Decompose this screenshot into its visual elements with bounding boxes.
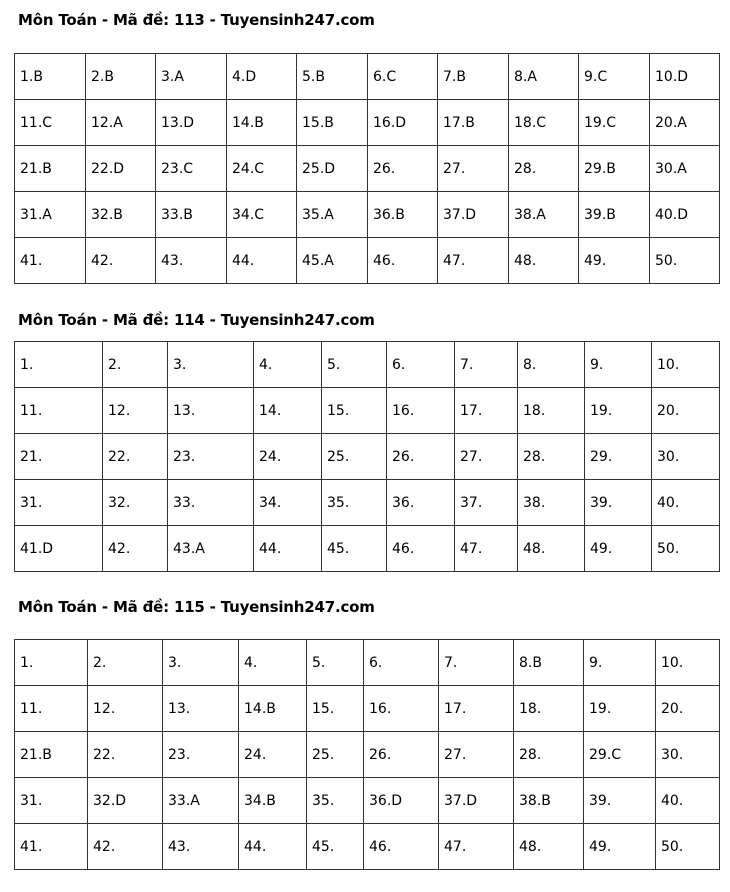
answer-cell: 46.: [364, 824, 439, 870]
answer-cell: 50.: [650, 238, 720, 284]
answer-cell: 31.: [15, 480, 103, 526]
answer-cell: 37.D: [438, 192, 509, 238]
answer-cell: 16.: [364, 686, 439, 732]
answer-cell: 45.: [322, 526, 387, 572]
answer-cell: 32.D: [88, 778, 163, 824]
answer-cell: 4.: [239, 640, 307, 686]
answer-cell: 23.: [168, 434, 254, 480]
answer-cell: 42.: [103, 526, 168, 572]
answer-cell: 48.: [509, 238, 579, 284]
answer-cell: 19.C: [579, 100, 650, 146]
answer-cell: 21.B: [15, 732, 88, 778]
answer-cell: 45.: [307, 824, 364, 870]
answer-cell: 37.: [455, 480, 518, 526]
answer-cell: 9.: [584, 640, 656, 686]
answer-cell: 24.C: [227, 146, 297, 192]
answer-cell: 18.: [514, 686, 584, 732]
answer-cell: 25.: [307, 732, 364, 778]
answer-cell: 41.: [15, 824, 88, 870]
answer-cell: 49.: [579, 238, 650, 284]
answer-cell: 36.: [387, 480, 455, 526]
answer-cell: 6.: [387, 342, 455, 388]
answer-cell: 48.: [514, 824, 584, 870]
answer-cell: 25.D: [297, 146, 368, 192]
answer-cell: 24.: [239, 732, 307, 778]
answer-cell: 2.B: [86, 54, 156, 100]
answer-cell: 47.: [455, 526, 518, 572]
answer-cell: 48.: [518, 526, 585, 572]
answer-cell: 41.: [15, 238, 86, 284]
answer-cell: 25.: [322, 434, 387, 480]
answer-cell: 16.D: [368, 100, 438, 146]
answer-cell: 31.: [15, 778, 88, 824]
answer-cell: 39.: [585, 480, 652, 526]
answer-cell: 14.: [254, 388, 322, 434]
answer-cell: 9.: [585, 342, 652, 388]
answer-cell: 19.: [585, 388, 652, 434]
answer-cell: 46.: [387, 526, 455, 572]
answer-cell: 40.: [656, 778, 720, 824]
answer-cell: 39.B: [579, 192, 650, 238]
answer-cell: 30.: [656, 732, 720, 778]
answer-cell: 22.D: [86, 146, 156, 192]
answer-row: [15, 238, 720, 284]
answer-cell: 28.: [509, 146, 579, 192]
answer-cell: 15.B: [297, 100, 368, 146]
answer-cell: 7.B: [438, 54, 509, 100]
answer-cell: 43.: [156, 238, 227, 284]
answer-cell: 20.: [652, 388, 720, 434]
answer-cell: 11.: [15, 686, 88, 732]
answer-cell: 2.: [88, 640, 163, 686]
answer-cell: 27.: [455, 434, 518, 480]
answer-row: [15, 342, 720, 388]
answer-cell: 6.C: [368, 54, 438, 100]
answer-cell: 43.: [163, 824, 239, 870]
answer-row: [15, 146, 720, 192]
answer-cell: 5.B: [297, 54, 368, 100]
answer-cell: 7.: [455, 342, 518, 388]
answer-cell: 38.B: [514, 778, 584, 824]
answer-cell: 41.D: [15, 526, 103, 572]
exam-113-answer-table: [14, 53, 720, 284]
answer-cell: 6.: [364, 640, 439, 686]
answer-cell: 17.: [455, 388, 518, 434]
answer-cell: 12.: [88, 686, 163, 732]
answer-cell: 21.: [15, 434, 103, 480]
answer-cell: 47.: [438, 238, 509, 284]
answer-cell: 49.: [584, 824, 656, 870]
answer-cell: 4.: [254, 342, 322, 388]
answer-cell: 8.A: [509, 54, 579, 100]
answer-cell: 13.: [163, 686, 239, 732]
answer-cell: 17.B: [438, 100, 509, 146]
answer-cell: 34.C: [227, 192, 297, 238]
answer-cell: 26.: [387, 434, 455, 480]
answer-row: [15, 100, 720, 146]
answer-cell: 2.: [103, 342, 168, 388]
answer-cell: 37.D: [439, 778, 514, 824]
answer-cell: 40.D: [650, 192, 720, 238]
answer-cell: 22.: [103, 434, 168, 480]
answer-cell: 5.: [307, 640, 364, 686]
answer-cell: 30.: [652, 434, 720, 480]
answer-cell: 28.: [518, 434, 585, 480]
exam-114-answer-table: [14, 341, 720, 572]
answer-row: [15, 732, 720, 778]
answer-cell: 26.: [368, 146, 438, 192]
answer-row: [15, 778, 720, 824]
answer-cell: 50.: [656, 824, 720, 870]
answer-cell: 20.A: [650, 100, 720, 146]
answer-cell: 38.A: [509, 192, 579, 238]
answer-cell: 39.: [584, 778, 656, 824]
answer-row: [15, 434, 720, 480]
answer-cell: 34.B: [239, 778, 307, 824]
answer-cell: 18.: [518, 388, 585, 434]
answer-row: [15, 192, 720, 238]
answer-cell: 30.A: [650, 146, 720, 192]
answer-cell: 27.: [438, 146, 509, 192]
answer-cell: 38.: [518, 480, 585, 526]
answer-cell: 12.A: [86, 100, 156, 146]
answer-row: [15, 640, 720, 686]
answer-cell: 33.A: [163, 778, 239, 824]
answer-cell: 32.B: [86, 192, 156, 238]
answer-cell: 44.: [239, 824, 307, 870]
answer-cell: 33.B: [156, 192, 227, 238]
answer-cell: 33.: [168, 480, 254, 526]
answer-cell: 1.: [15, 640, 88, 686]
answer-cell: 8.B: [514, 640, 584, 686]
answer-cell: 18.C: [509, 100, 579, 146]
answer-cell: 11.: [15, 388, 103, 434]
answer-cell: 40.: [652, 480, 720, 526]
answer-cell: 24.: [254, 434, 322, 480]
answer-cell: 32.: [103, 480, 168, 526]
answer-cell: 23.: [163, 732, 239, 778]
answer-cell: 29.B: [579, 146, 650, 192]
answer-cell: 13.D: [156, 100, 227, 146]
answer-cell: 50.: [652, 526, 720, 572]
answer-row: [15, 388, 720, 434]
answer-cell: 19.: [584, 686, 656, 732]
answer-cell: 21.B: [15, 146, 86, 192]
answer-cell: 12.: [103, 388, 168, 434]
answer-cell: 5.: [322, 342, 387, 388]
answer-cell: 22.: [88, 732, 163, 778]
answer-cell: 42.: [88, 824, 163, 870]
answer-row: [15, 526, 720, 572]
answer-cell: 31.A: [15, 192, 86, 238]
answer-cell: 44.: [254, 526, 322, 572]
answer-cell: 47.: [439, 824, 514, 870]
answer-cell: 3.: [163, 640, 239, 686]
answer-row: [15, 686, 720, 732]
answer-cell: 10.D: [650, 54, 720, 100]
answer-cell: 15.: [322, 388, 387, 434]
answer-cell: 1.: [15, 342, 103, 388]
answer-cell: 29.C: [584, 732, 656, 778]
answer-cell: 10.: [656, 640, 720, 686]
answer-cell: 36.B: [368, 192, 438, 238]
answer-cell: 26.: [364, 732, 439, 778]
answer-cell: 20.: [656, 686, 720, 732]
answer-cell: 36.D: [364, 778, 439, 824]
answer-cell: 34.: [254, 480, 322, 526]
answer-cell: 7.: [439, 640, 514, 686]
answer-row: [15, 54, 720, 100]
answer-cell: 11.C: [15, 100, 86, 146]
answer-cell: 8.: [518, 342, 585, 388]
answer-row: [15, 480, 720, 526]
answer-cell: 27.: [439, 732, 514, 778]
answer-cell: 15.: [307, 686, 364, 732]
answer-cell: 44.: [227, 238, 297, 284]
exam-115-title: Môn Toán - Mã đề: 115 - Tuyensinh247.com: [18, 598, 375, 616]
answer-cell: 3.: [168, 342, 254, 388]
answer-row: [15, 824, 720, 870]
answer-cell: 35.: [322, 480, 387, 526]
answer-cell: 14.B: [239, 686, 307, 732]
answer-cell: 16.: [387, 388, 455, 434]
answer-cell: 9.C: [579, 54, 650, 100]
answer-cell: 29.: [585, 434, 652, 480]
answer-cell: 4.D: [227, 54, 297, 100]
exam-115-answer-table: [14, 639, 720, 870]
answer-cell: 23.C: [156, 146, 227, 192]
answer-cell: 49.: [585, 526, 652, 572]
answer-cell: 35.: [307, 778, 364, 824]
exam-113-title: Môn Toán - Mã đề: 113 - Tuyensinh247.com: [18, 11, 375, 29]
answer-cell: 35.A: [297, 192, 368, 238]
answer-cell: 1.B: [15, 54, 86, 100]
answer-cell: 3.A: [156, 54, 227, 100]
answer-cell: 17.: [439, 686, 514, 732]
answer-cell: 42.: [86, 238, 156, 284]
answer-cell: 13.: [168, 388, 254, 434]
answer-cell: 45.A: [297, 238, 368, 284]
exam-114-title: Môn Toán - Mã đề: 114 - Tuyensinh247.com: [18, 311, 375, 329]
answer-cell: 14.B: [227, 100, 297, 146]
answer-cell: 10.: [652, 342, 720, 388]
answer-cell: 43.A: [168, 526, 254, 572]
answer-cell: 46.: [368, 238, 438, 284]
answer-cell: 28.: [514, 732, 584, 778]
